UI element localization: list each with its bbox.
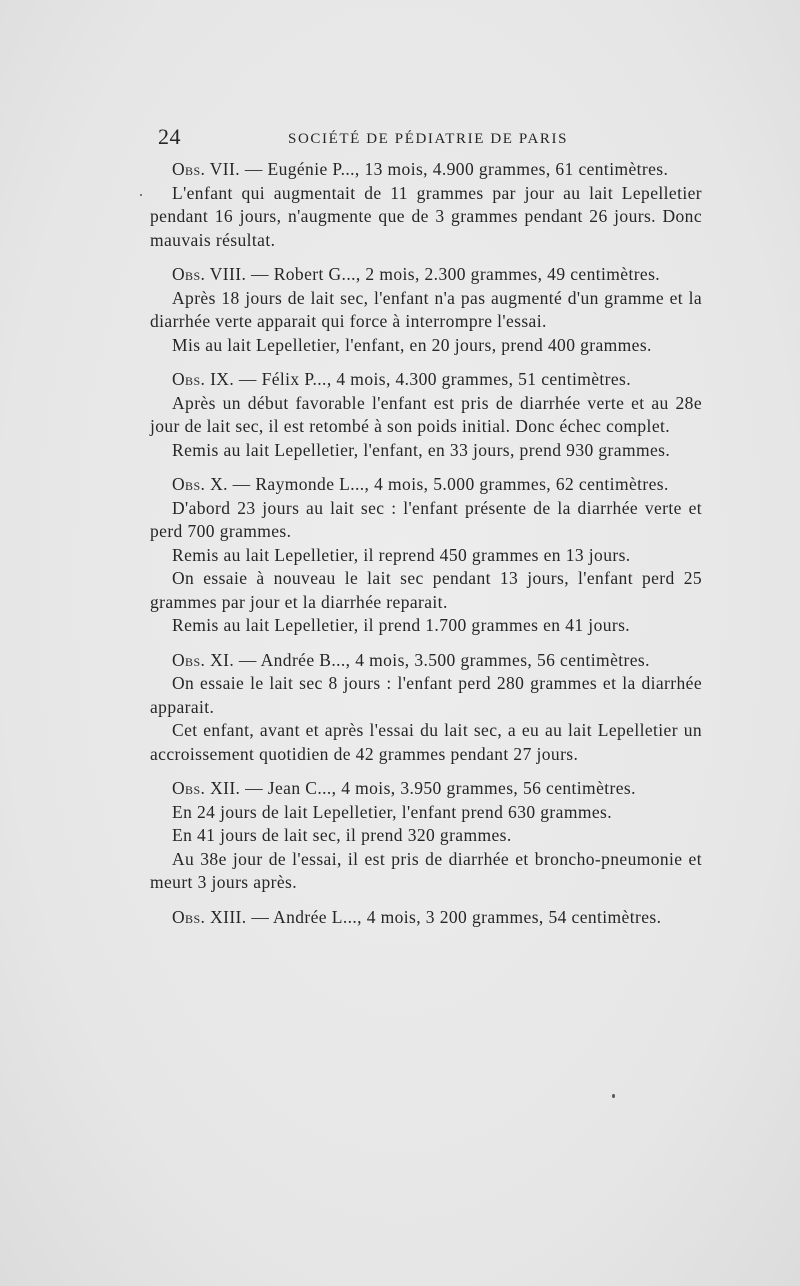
observation-label: Obs. XIII. (172, 906, 247, 927)
paragraph: Mis au lait Lepelletier, l'enfant, en 20 jours, prend 400 grammes. (172, 334, 652, 355)
paragraph: Après un début favorable l'enfant est pris de diarrhée verte et au 28e jour de lait sec, il est retombé à son poids initial. Donc échec complet. (150, 392, 702, 436)
observation-label: Obs. XI. (172, 649, 235, 670)
observation-summary: — Andrée B..., 4 mois, 3.500 grammes, 56 centimètres. (238, 649, 650, 670)
observation-xiii (150, 906, 702, 930)
observation-summary: — Andrée L..., 4 mois, 3 200 grammes, 54 centimètres. (251, 906, 662, 927)
observation-label: Obs. IX. (172, 369, 235, 389)
observation-heading (150, 906, 702, 930)
paragraph: L'enfant qui augmentait de 11 grammes par jour au lait Lepelletier pendant 16 jours, n'augmente que de 3 grammes pendant 26 jours. Donc mauvais résultat. (150, 182, 702, 250)
observation-summary: — Raymonde L..., 4 mois, 5.000 grammes, 62 centimètres. (232, 474, 669, 494)
body-text (150, 158, 702, 929)
paragraph: On essaie le lait sec 8 jours : l'enfant perd 280 grammes et la diarrhée apparait. (150, 673, 702, 717)
observation-label: Obs. VIII. (172, 264, 247, 284)
observation-heading (150, 263, 702, 287)
observation-xi (150, 649, 702, 767)
running-title: SOCIÉTÉ DE PÉDIATRIE DE PARIS (288, 131, 569, 147)
observation-heading (150, 777, 702, 801)
observation-heading (150, 649, 702, 673)
observation-summary: — Jean C..., 4 mois, 3.950 grammes, 56 centimètres. (245, 778, 636, 798)
observation-heading (150, 473, 702, 497)
page-number: 24 (158, 124, 181, 149)
observation-label: Obs. VII. (172, 159, 241, 179)
observation-viii (150, 263, 702, 357)
observation-label: Obs. XII. (172, 778, 241, 798)
paragraph: En 41 jours de lait sec, il prend 320 grammes. (172, 825, 512, 845)
paragraph: En 24 jours de lait Lepelletier, l'enfant prend 630 grammes. (172, 801, 613, 822)
ink-speck (140, 194, 142, 196)
observation-ix (150, 368, 702, 462)
paragraph: Après 18 jours de lait sec, l'enfant n'a pas augmenté d'un gramme et la diarrhée verte apparait qui force à interrompre l'essai. (150, 287, 702, 331)
paragraph: On essaie à nouveau le lait sec pendant 13 jours, l'enfant perd 25 grammes par jour et la diarrhée reparait. (150, 568, 702, 612)
observation-x (150, 473, 702, 638)
observation-label: Obs. X. (172, 474, 228, 494)
paragraph: Remis au lait Lepelletier, il prend 1.700 grammes en 41 jours. (172, 615, 631, 635)
observation-summary: — Robert G..., 2 mois, 2.300 grammes, 49 centimètres. (251, 264, 661, 284)
ink-speck (612, 1094, 615, 1098)
observation-summary: — Eugénie P..., 13 mois, 4.900 grammes, 61 centimètres. (244, 159, 669, 179)
paragraph: Cet enfant, avant et après l'essai du lait sec, a eu au lait Lepelletier un accroissement quotidien de 42 grammes pendant 27 jours. (150, 720, 702, 764)
observation-summary: — Félix P..., 4 mois, 4.300 grammes, 51 centimètres. (238, 369, 632, 389)
paragraph: Remis au lait Lepelletier, il reprend 450 grammes en 13 jours. (172, 544, 631, 565)
observation-heading (150, 158, 702, 182)
paragraph: Remis au lait Lepelletier, l'enfant, en 33 jours, prend 930 grammes. (172, 439, 671, 460)
paragraph: Au 38e jour de l'essai, il est pris de diarrhée et broncho-pneumonie et meurt 3 jours après. (150, 848, 702, 892)
observation-vii (150, 158, 702, 252)
observation-xii (150, 777, 702, 895)
paragraph: D'abord 23 jours au lait sec : l'enfant présente de la diarrhée verte et perd 700 grammes. (150, 497, 702, 541)
observation-heading (150, 368, 702, 392)
page-header (158, 124, 698, 154)
